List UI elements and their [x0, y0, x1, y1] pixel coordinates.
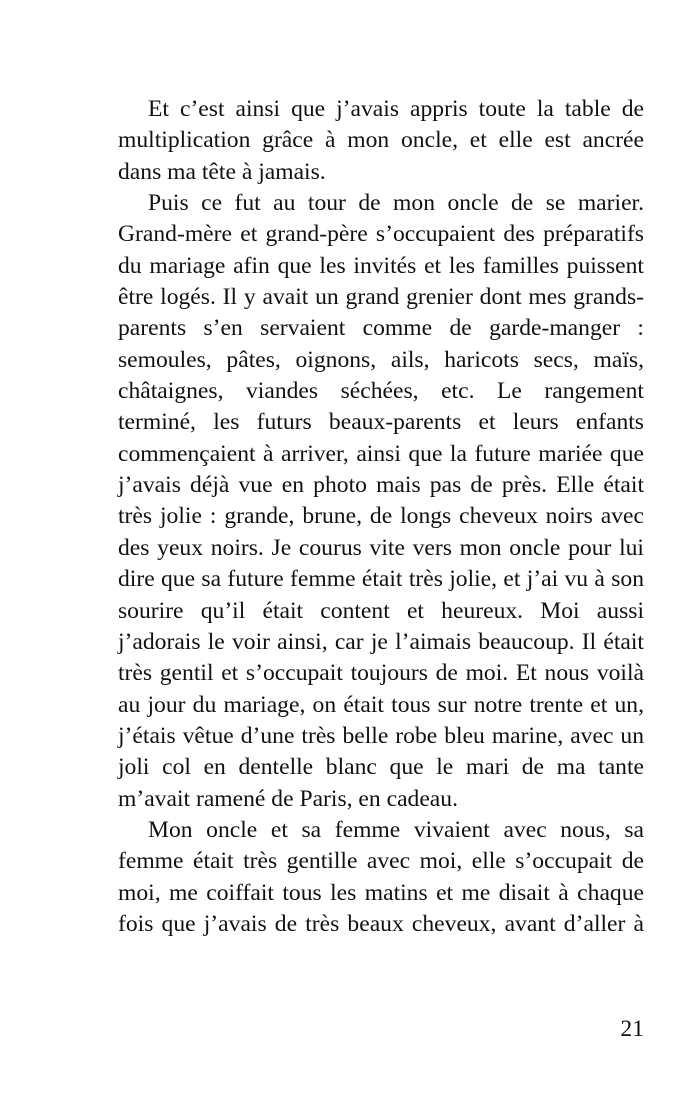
body-text: [118, 94, 644, 940]
paragraph-3: Mon oncle et sa femme vivaient avec nous, sa femme était très gentille avec moi, elle s’occupait de moi, me coiffait tous les matins et me disait à chaque fois que j’avais de très beaux cheveux, avant d’aller à: [118, 816, 644, 937]
paragraph-1: Et c’est ainsi que j’avais appris toute la table de multiplication grâce à mon oncle, et elle est ancrée dans ma tête à jamais.: [118, 96, 644, 185]
paragraph-2: Puis ce fut au tour de mon oncle de se marier. Grand-mère et grand-père s’occupaient des préparatifs du mariage afin que les invités et les familles puissent être logés. Il y avait un grand grenier dont mes grands-parents s’en servaient comme de garde-manger : semoules, pâtes, oignons, ails, haricots secs, maïs, châtaignes, viandes séchées, etc. Le rangement terminé, les futurs beaux-parents et leurs enfants commençaient à arriver, ainsi que la future mariée que j’avais déjà vue en photo mais pas de près. Elle était très jolie : grande, brune, de longs cheveux noirs avec des yeux noirs. Je courus vite vers mon oncle pour lui dire que sa future femme était très jolie, et j’ai vu à son sourire qu’il était content et heureux. Moi aussi j’adorais le voir ainsi, car je l’aimais beaucoup. Il était très gentil et s’occupait toujours de moi. Et nous voilà au jour du mariage, on était tous sur notre trente et un, j’étais vêtue d’une très belle robe bleu marine, avec un joli col en dentelle blanc que le mari de ma tante m’avait ramené de Paris, en cadeau.: [118, 190, 644, 812]
page-number: 21: [620, 1016, 644, 1042]
